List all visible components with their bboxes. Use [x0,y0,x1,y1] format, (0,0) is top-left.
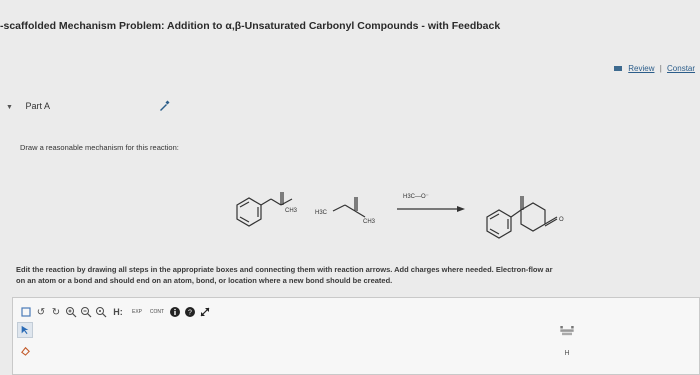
help-icon[interactable] [183,305,197,319]
dropper-icon [157,99,171,113]
instructions [16,264,700,286]
hydrogen-icon[interactable]: H: [113,307,123,317]
instructions-line-2: on an atom or a bond and should end on an atom, bond, or location where a new bond should be created. [16,276,393,285]
select-tool-icon[interactable] [17,322,33,338]
link-separator: | [659,64,662,73]
zoom-in-icon[interactable] [64,305,78,319]
left-toolbar [17,322,35,374]
product-diketone [487,196,557,238]
hydrogen-atom-button[interactable]: H [564,349,570,357]
redo-icon[interactable]: ↻ [51,306,61,318]
eraser-icon[interactable] [17,342,33,358]
draw-icon[interactable] [19,305,33,319]
methoxide-label: H3C—O⁻ [403,194,429,200]
reactant-ketone [333,197,365,217]
instructions-line-1: Edit the reaction by drawing all steps in the appropriate boxes and connecting them with reaction arrows. Add charges where needed. Electron-flow ar [16,265,553,274]
review-links [614,64,695,73]
editor-toolbar [19,304,213,320]
constants-link[interactable]: Constar [667,64,696,73]
right-toolbar [558,322,582,372]
zoom-out-icon[interactable] [79,305,93,319]
exp-icon[interactable]: EXP [131,309,142,315]
page-title [0,20,700,32]
reaction-arrow [397,206,465,212]
ch3-label-2: CH3 [363,219,376,225]
svg-text:?: ? [188,309,192,317]
part-header[interactable] [6,101,50,111]
ch3-label-1: CH3 [285,208,298,214]
product-o-label: O [559,217,564,223]
cont-icon[interactable]: CONT [149,309,165,315]
drawing-editor[interactable] [12,297,700,375]
review-link[interactable]: Review [628,64,655,73]
title-text: -scaffolded Mechanism Problem: Addition to α,β-Unsaturated Carbonyl Compounds - with Feedback [0,20,501,32]
reaction-scheme [225,163,595,243]
review-icon [614,66,622,71]
part-label: Part A [25,101,50,111]
reactant-enone [237,192,292,226]
fullscreen-icon[interactable] [198,305,212,319]
undo-icon[interactable]: ↺ [36,306,46,318]
info-icon[interactable] [168,305,182,319]
question-prompt: Draw a reasonable mechanism for this reaction: [20,143,179,152]
periodic-table-icon[interactable] [558,322,576,340]
reset-zoom-icon[interactable] [94,305,108,319]
chevron-down-icon[interactable]: ▼ [6,104,13,111]
h3c-label: H3C [315,210,328,216]
